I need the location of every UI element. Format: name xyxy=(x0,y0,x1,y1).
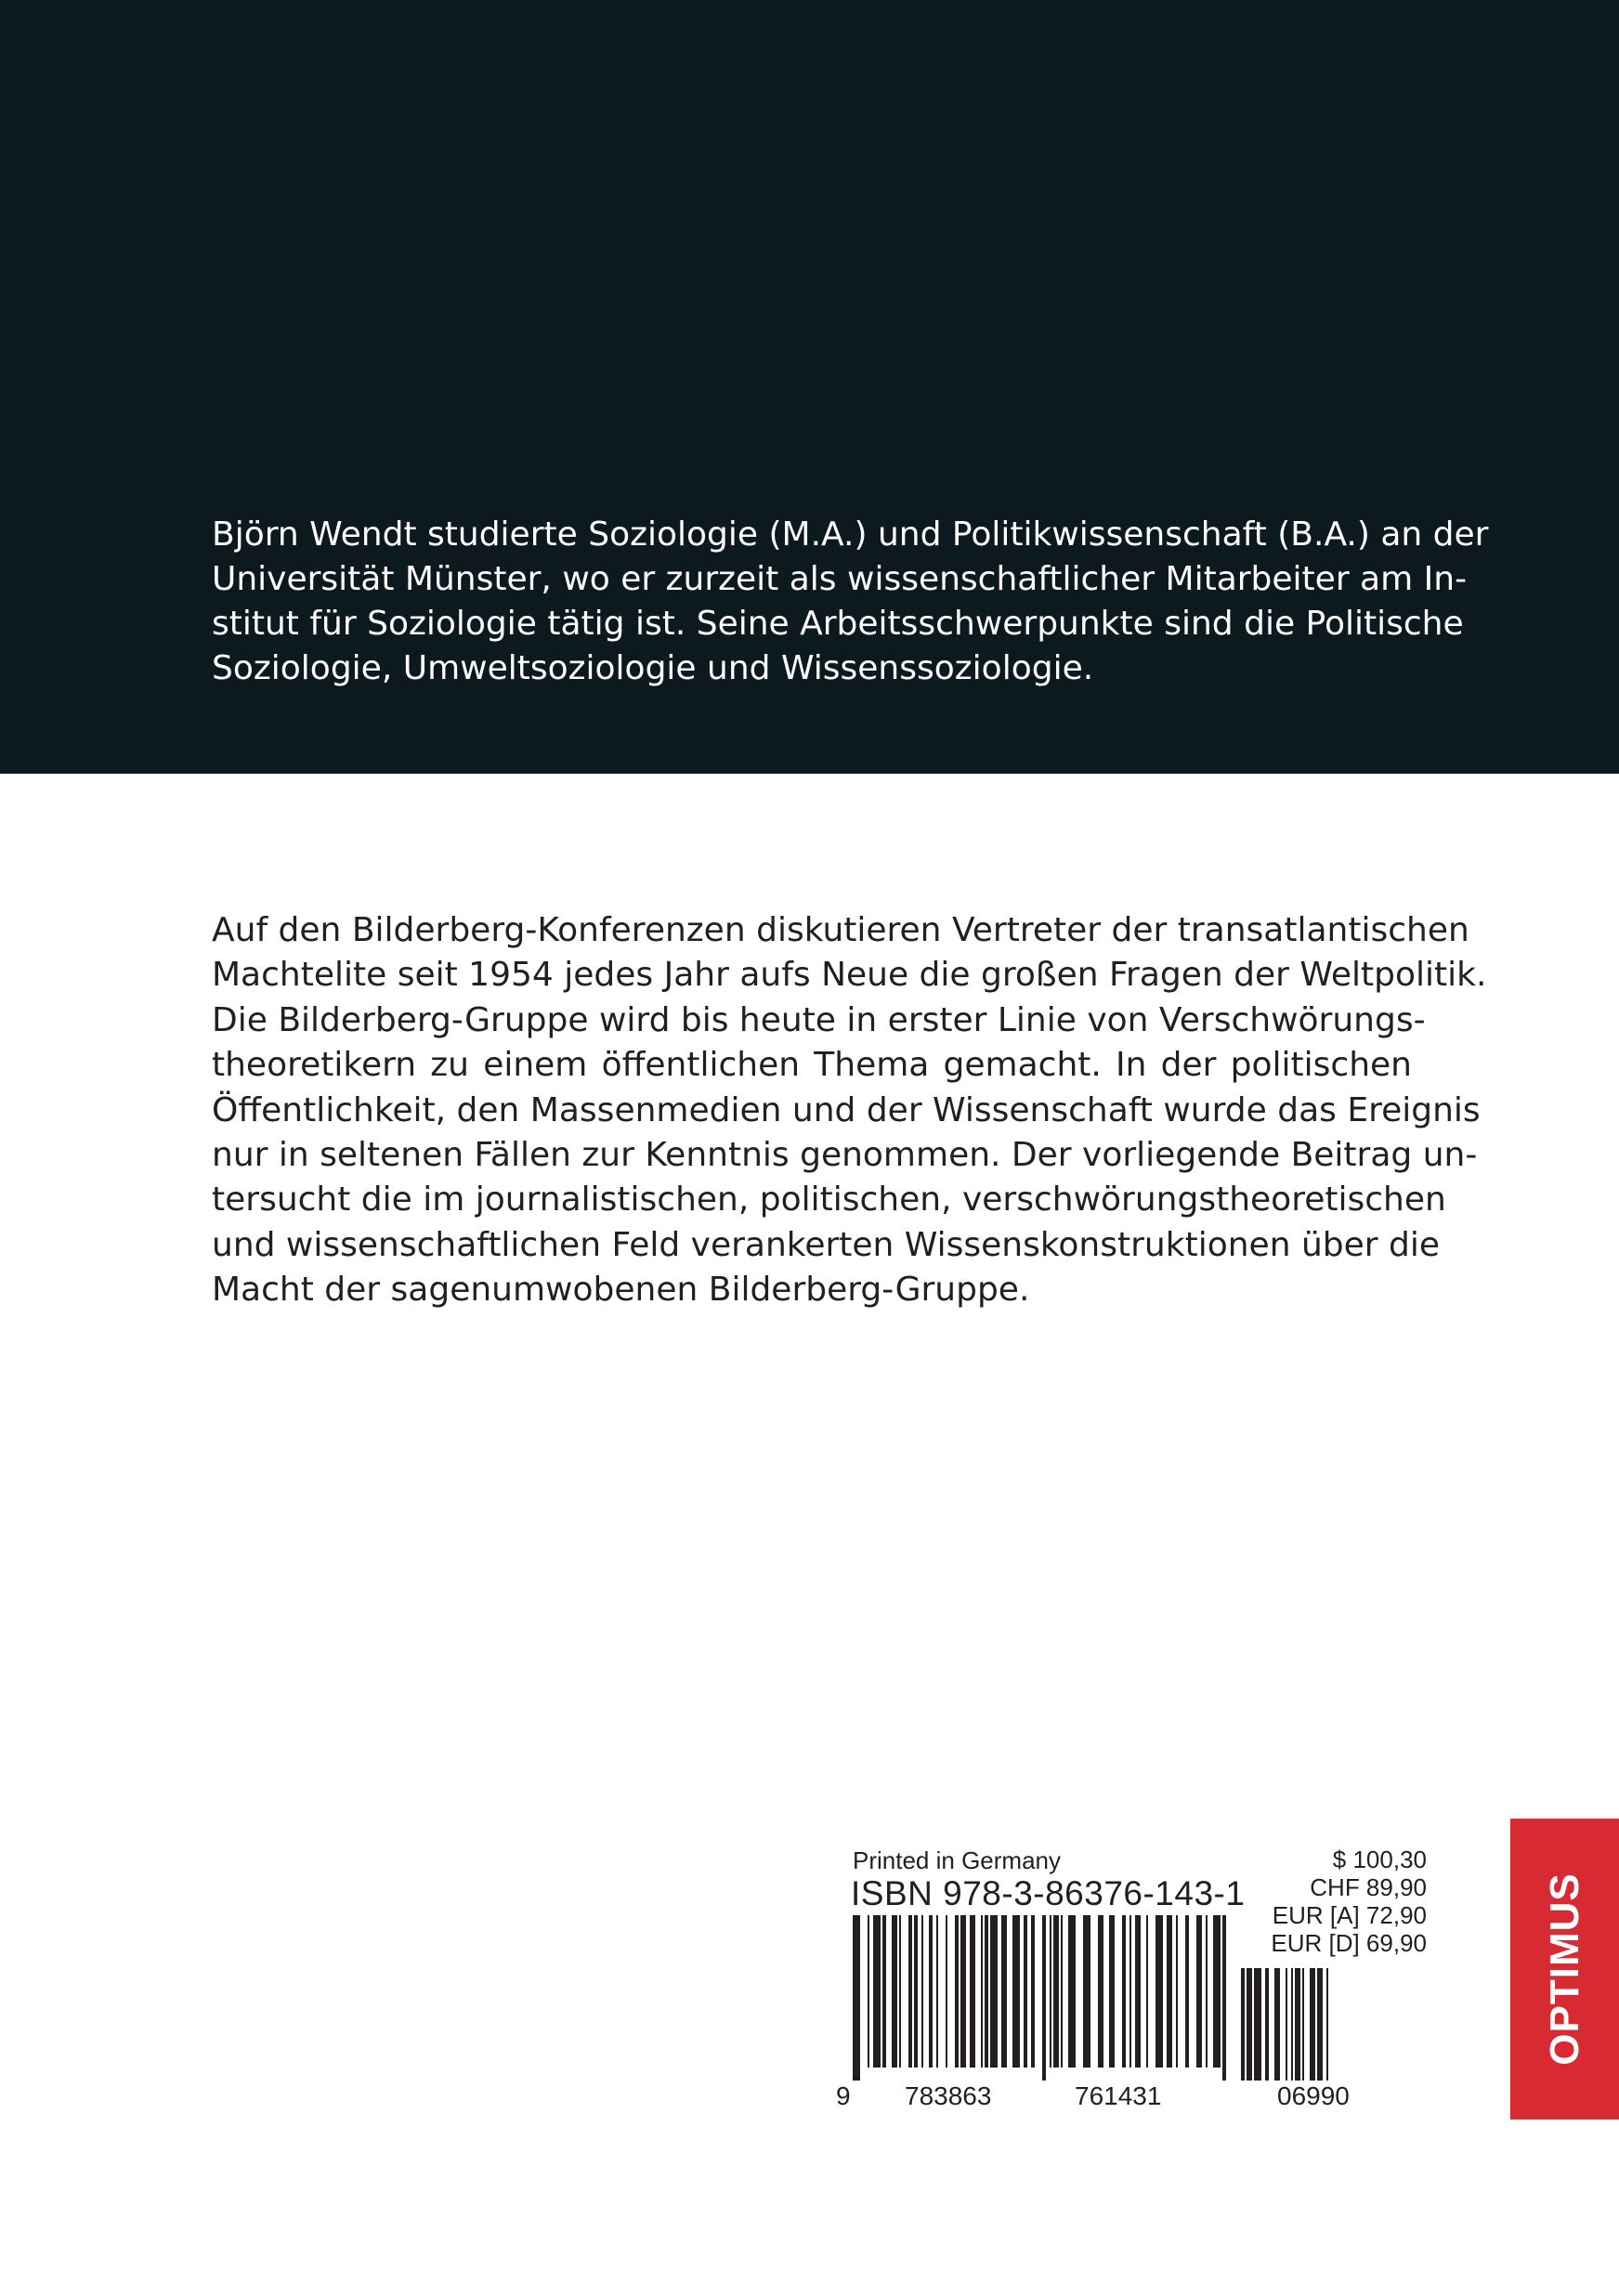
publisher-logo xyxy=(1510,1819,1619,2120)
barcode-bar xyxy=(1098,1915,1103,2068)
ean-barcode xyxy=(853,1915,1226,2081)
bio-line: Soziologie, Umweltsoziologie und Wissenssoziologie. xyxy=(212,649,1094,687)
barcode-bar xyxy=(1068,1915,1076,2068)
barcode-bar xyxy=(1042,1915,1046,2081)
publisher-name: OPTIMUS xyxy=(1541,1872,1587,2066)
barcode-bar xyxy=(853,1915,860,2081)
barcode-bar xyxy=(1291,1968,1293,2081)
barcode-bar xyxy=(985,1915,988,2068)
barcode-bar xyxy=(1061,1915,1063,2068)
price-eur-d: EUR [D] 69,90 xyxy=(1271,1929,1427,1957)
book-blurb xyxy=(212,908,1487,1313)
barcode-bar xyxy=(921,1915,923,2068)
barcode-digits-left: 783863 xyxy=(905,2081,992,2110)
blurb-line: Auf den Bilderberg-Konferenzen diskutieren Vertreter der transatlantischen xyxy=(212,911,1469,949)
blurb-line: Machtelite seit 1954 jedes Jahr aufs Neue die großen Fragen der Weltpolitik. xyxy=(212,956,1487,995)
bio-line: stitut für Soziologie tätig ist. Seine Arbeitsschwerpunkte sind die Politische xyxy=(212,605,1464,643)
barcode-bar xyxy=(1286,1968,1287,2081)
blurb-line: nur in seltenen Fällen zur Kenntnis genommen. Der vorliegende Beitrag un- xyxy=(212,1136,1478,1175)
barcode-bar xyxy=(1024,1915,1027,2068)
blurb-line: Öffentlichkeit, den Massenmedien und der Wissenschaft wurde das Ereignis xyxy=(212,1090,1481,1129)
barcode-bar xyxy=(1083,1915,1090,2068)
barcode-bar xyxy=(1302,1968,1304,2081)
printed-in-label: Printed in Germany xyxy=(853,1846,1061,1874)
price-list xyxy=(1271,1846,1427,1957)
price-chf: CHF 89,90 xyxy=(1310,1873,1427,1901)
barcode-bar xyxy=(1129,1915,1131,2068)
barcode-bar xyxy=(1050,1915,1051,2068)
barcode-bar xyxy=(960,1915,966,2068)
price-usd: $ 100,30 xyxy=(1332,1846,1427,1873)
bio-line: Björn Wendt studierte Soziologie (M.A.) und Politikwissenschaft (B.A.) an der xyxy=(212,515,1489,554)
blurb-line: und wissenschaftlichen Feld verankerten Wissenskonstruktionen über die xyxy=(212,1225,1441,1264)
barcode-bar xyxy=(1012,1915,1020,2068)
barcode-bar xyxy=(1001,1915,1007,2068)
barcode-bar xyxy=(1310,1968,1315,2081)
barcode-bar xyxy=(1326,1968,1328,2081)
barcode-bar xyxy=(1155,1915,1163,2068)
barcode-bar xyxy=(868,1915,869,2068)
blurb-line: Macht der sagenumwobenen Bilderberg-Gruppe. xyxy=(212,1271,1030,1310)
barcode-bar xyxy=(1213,1915,1221,2068)
barcode-bar xyxy=(1031,1915,1035,2068)
barcode-bar xyxy=(892,1915,897,2068)
barcode-bar xyxy=(1196,1915,1202,2068)
barcode-bar xyxy=(946,1915,947,2068)
barcode-bar xyxy=(1206,1915,1208,2068)
barcode-bar xyxy=(1317,1968,1323,2081)
barcode-bar xyxy=(899,1915,901,2068)
barcode-block xyxy=(836,1844,1440,2122)
barcode-bar xyxy=(936,1915,938,2068)
barcode-bar xyxy=(1167,1915,1172,2068)
barcode-bar xyxy=(955,1915,959,2068)
barcode-bar xyxy=(1135,1915,1141,2068)
barcode-bar xyxy=(990,1915,998,2068)
barcode-bar xyxy=(1122,1915,1126,2068)
barcode-bar xyxy=(882,1915,886,2068)
barcode-bar xyxy=(1176,1915,1178,2068)
barcode-digits-right: 761431 xyxy=(1075,2081,1162,2110)
barcode-bar xyxy=(1185,1915,1189,2068)
barcode-digit-prefix: 9 xyxy=(836,2081,851,2110)
price-eur-a: EUR [A] 72,90 xyxy=(1272,1901,1427,1929)
author-bio xyxy=(212,513,1489,691)
barcode-bar xyxy=(1109,1915,1115,2068)
barcode-bar xyxy=(1295,1968,1300,2081)
blurb-line: Die Bilderberg-Gruppe wird bis heute in erster Linie von Verschwörungs- xyxy=(212,1000,1426,1039)
barcode-bar xyxy=(1146,1915,1148,2068)
barcode-bar xyxy=(981,1915,983,2068)
barcode-bar xyxy=(970,1915,975,2068)
barcode-bar xyxy=(1247,1968,1252,2081)
barcode-bar xyxy=(1241,1968,1245,2081)
barcode-bar xyxy=(873,1915,881,2068)
bio-line: Universität Münster, wo er zurzeit als wissenschaftlicher Mitarbeiter am In- xyxy=(212,560,1468,598)
barcode-bar xyxy=(914,1915,918,2068)
barcode-bar xyxy=(929,1915,933,2068)
isbn-label: ISBN 978-3-86376-143-1 xyxy=(851,1874,1246,1912)
barcode-bar xyxy=(1265,1968,1269,2081)
barcode-bar xyxy=(908,1915,912,2068)
blurb-line: tersucht die im journalistischen, politischen, verschwörungstheoretischen xyxy=(212,1181,1446,1220)
barcode-bar xyxy=(1222,1915,1226,2081)
blurb-line: theoretikern zu einem öffentlichen Thema gemacht. In der politischen xyxy=(212,1046,1412,1085)
barcode-bar xyxy=(1254,1968,1261,2081)
addon-digits: 06990 xyxy=(1277,2081,1350,2110)
addon-barcode xyxy=(1241,1968,1336,2081)
barcode-bar xyxy=(1274,1968,1280,2081)
barcode-bar xyxy=(1053,1915,1059,2068)
